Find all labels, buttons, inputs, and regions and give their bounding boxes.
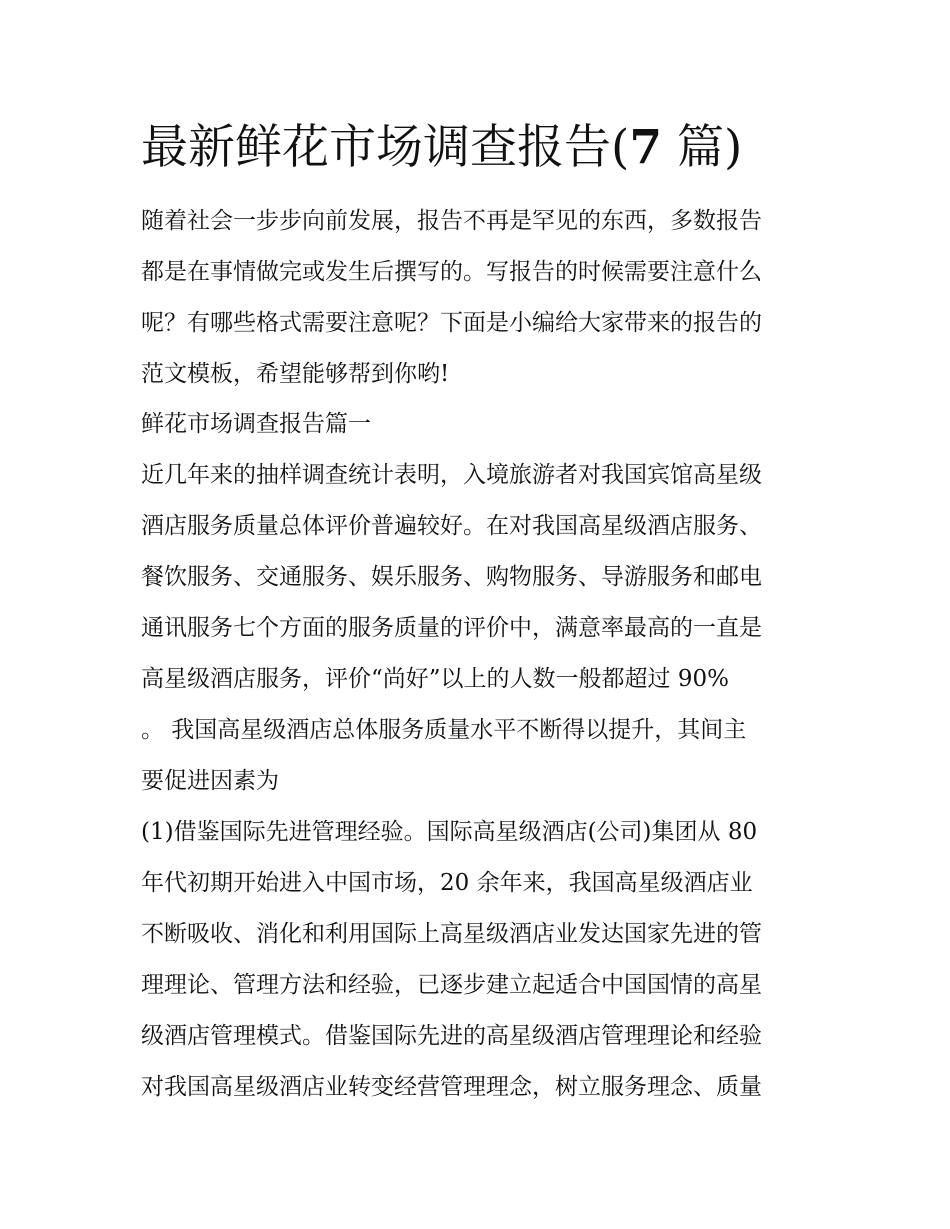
intro-line: 呢？有哪些格式需要注意呢？下面是小编给大家带来的报告的	[141, 310, 762, 336]
title-text: 最新鲜花市场调查报告(	[141, 120, 630, 175]
paragraph-line: 酒店服务质量总体评价普遍较好。在对我国高星级酒店服务、	[141, 513, 762, 539]
paragraph-line: 近几年来的抽样调查统计表明，入境旅游者对我国宾馆高星级	[141, 462, 762, 488]
paragraph-line: 通讯服务七个方面的服务质量的评价中，满意率最高的一直是	[141, 615, 762, 641]
paragraph-line: 级酒店管理模式。借鉴国际先进的高星级酒店管理理论和经验	[141, 1023, 762, 1049]
title-suffix: 篇)	[662, 120, 743, 175]
document-title	[141, 118, 841, 178]
paragraph-line: 理理论、管理方法和经验，已逐步建立起适合中国国情的高星	[141, 972, 762, 998]
section-heading: 鲜花市场调查报告篇一	[141, 411, 371, 437]
intro-line: 范文模板，希望能够帮到你哟!	[141, 361, 450, 387]
paragraph-line: (1)借鉴国际先进管理经验。国际高星级酒店(公司)集团从 80	[141, 819, 758, 845]
paragraph-line: 对我国高星级酒店业转变经营管理理念，树立服务理念、质量	[141, 1074, 762, 1100]
paragraph-line: 。 我国高星级酒店总体服务质量水平不断得以提升，其间主	[141, 717, 747, 743]
intro-line: 随着社会一步步向前发展，报告不再是罕见的东西，多数报告	[141, 208, 762, 234]
intro-line: 都是在事情做完或发生后撰写的。写报告的时候需要注意什么	[141, 259, 762, 285]
title-count: 7	[629, 120, 663, 175]
paragraph-line: 餐饮服务、交通服务、娱乐服务、购物服务、导游服务和邮电	[141, 564, 762, 590]
paragraph-line: 要促进因素为	[141, 768, 279, 794]
paragraph-line: 年代初期开始进入中国市场，20 余年来，我国高星级酒店业	[141, 870, 753, 896]
paragraph-line: 高星级酒店服务，评价“尚好”以上的人数一般都超过 90%	[141, 666, 729, 692]
paragraph-line: 不断吸收、消化和利用国际上高星级酒店业发达国家先进的管	[141, 921, 762, 947]
